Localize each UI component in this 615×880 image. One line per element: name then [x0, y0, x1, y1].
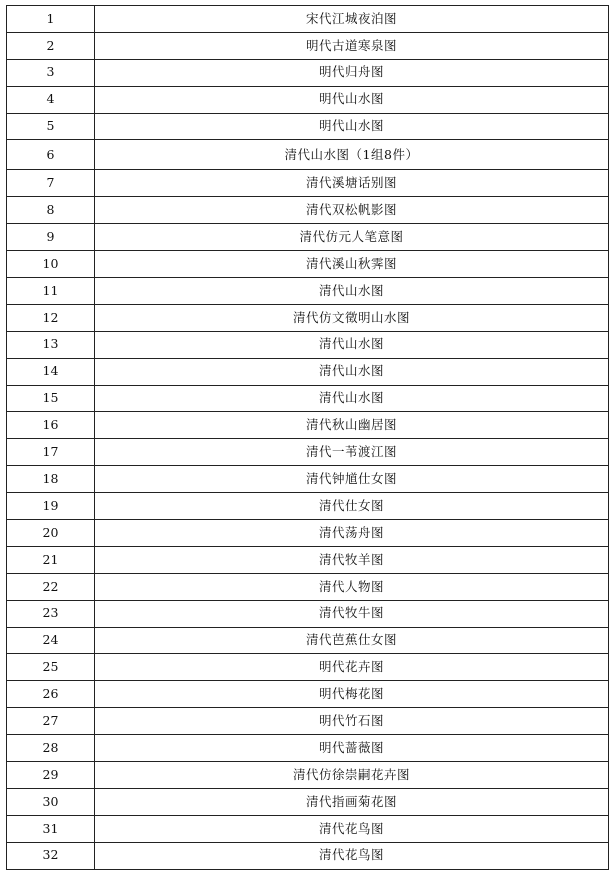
table-row: [7, 224, 609, 251]
table-row: [7, 735, 609, 762]
painting-title: 清代山水图: [95, 278, 609, 305]
painting-title: 明代山水图: [95, 113, 609, 140]
table-row: [7, 520, 609, 547]
row-number: 29: [7, 762, 95, 789]
painting-title: 清代一苇渡江图: [95, 439, 609, 466]
row-number: 7: [7, 170, 95, 197]
table-row: [7, 600, 609, 627]
row-number: 21: [7, 546, 95, 573]
row-number: 26: [7, 681, 95, 708]
row-number: 13: [7, 331, 95, 358]
row-number: 14: [7, 358, 95, 385]
table-row: [7, 412, 609, 439]
row-number: 3: [7, 59, 95, 86]
table-row: [7, 358, 609, 385]
row-number: 6: [7, 140, 95, 170]
painting-title: 清代仕女图: [95, 493, 609, 520]
table-row: [7, 385, 609, 412]
painting-title: 清代山水图（1组8件）: [95, 140, 609, 170]
painting-title: 清代仿文徵明山水图: [95, 304, 609, 331]
row-number: 18: [7, 466, 95, 493]
painting-title: 清代仿徐崇嗣花卉图: [95, 762, 609, 789]
table-row: [7, 815, 609, 842]
painting-title: 明代山水图: [95, 86, 609, 113]
row-number: 11: [7, 278, 95, 305]
painting-title: 明代归舟图: [95, 59, 609, 86]
table-row: [7, 439, 609, 466]
table-row: [7, 6, 609, 33]
row-number: 27: [7, 708, 95, 735]
table-row: [7, 466, 609, 493]
table-row: [7, 170, 609, 197]
row-number: 19: [7, 493, 95, 520]
painting-title: 清代花鸟图: [95, 842, 609, 869]
painting-title: 清代花鸟图: [95, 815, 609, 842]
row-number: 24: [7, 627, 95, 654]
painting-title: 清代仿元人笔意图: [95, 224, 609, 251]
table-row: [7, 86, 609, 113]
table-row: [7, 278, 609, 305]
painting-title: 清代指画菊花图: [95, 788, 609, 815]
row-number: 15: [7, 385, 95, 412]
table-row: [7, 627, 609, 654]
row-number: 30: [7, 788, 95, 815]
row-number: 10: [7, 251, 95, 278]
painting-title: 清代山水图: [95, 331, 609, 358]
painting-title: 明代花卉图: [95, 654, 609, 681]
painting-title: 清代山水图: [95, 358, 609, 385]
table-row: [7, 573, 609, 600]
painting-title: 明代竹石图: [95, 708, 609, 735]
row-number: 1: [7, 6, 95, 33]
painting-title: 宋代江城夜泊图: [95, 6, 609, 33]
row-number: 28: [7, 735, 95, 762]
painting-title: 清代溪山秋霁图: [95, 251, 609, 278]
row-number: 32: [7, 842, 95, 869]
table-body: [7, 6, 609, 870]
painting-title: 清代山水图: [95, 385, 609, 412]
row-number: 20: [7, 520, 95, 547]
row-number: 16: [7, 412, 95, 439]
row-number: 8: [7, 197, 95, 224]
painting-title: 清代芭蕉仕女图: [95, 627, 609, 654]
table-row: [7, 331, 609, 358]
table-row: [7, 197, 609, 224]
table-row: [7, 140, 609, 170]
painting-title: 清代钟馗仕女图: [95, 466, 609, 493]
table-row: [7, 493, 609, 520]
painting-list-table: [6, 5, 609, 870]
table-row: [7, 842, 609, 869]
table-row: [7, 304, 609, 331]
table-row: [7, 59, 609, 86]
row-number: 23: [7, 600, 95, 627]
table-row: [7, 32, 609, 59]
painting-title: 明代蔷薇图: [95, 735, 609, 762]
table-row: [7, 113, 609, 140]
table-row: [7, 681, 609, 708]
painting-title: 清代荡舟图: [95, 520, 609, 547]
painting-title: 清代人物图: [95, 573, 609, 600]
table-row: [7, 708, 609, 735]
row-number: 5: [7, 113, 95, 140]
painting-title: 明代梅花图: [95, 681, 609, 708]
table-row: [7, 251, 609, 278]
row-number: 31: [7, 815, 95, 842]
painting-title: 明代古道寒泉图: [95, 32, 609, 59]
row-number: 22: [7, 573, 95, 600]
row-number: 4: [7, 86, 95, 113]
row-number: 25: [7, 654, 95, 681]
painting-title: 清代溪塘话别图: [95, 170, 609, 197]
row-number: 12: [7, 304, 95, 331]
painting-title: 清代双松帆影图: [95, 197, 609, 224]
row-number: 9: [7, 224, 95, 251]
painting-title: 清代牧牛图: [95, 600, 609, 627]
table-row: [7, 546, 609, 573]
painting-title: 清代牧羊图: [95, 546, 609, 573]
painting-title: 清代秋山幽居图: [95, 412, 609, 439]
row-number: 2: [7, 32, 95, 59]
row-number: 17: [7, 439, 95, 466]
table-row: [7, 762, 609, 789]
table-row: [7, 788, 609, 815]
table-row: [7, 654, 609, 681]
